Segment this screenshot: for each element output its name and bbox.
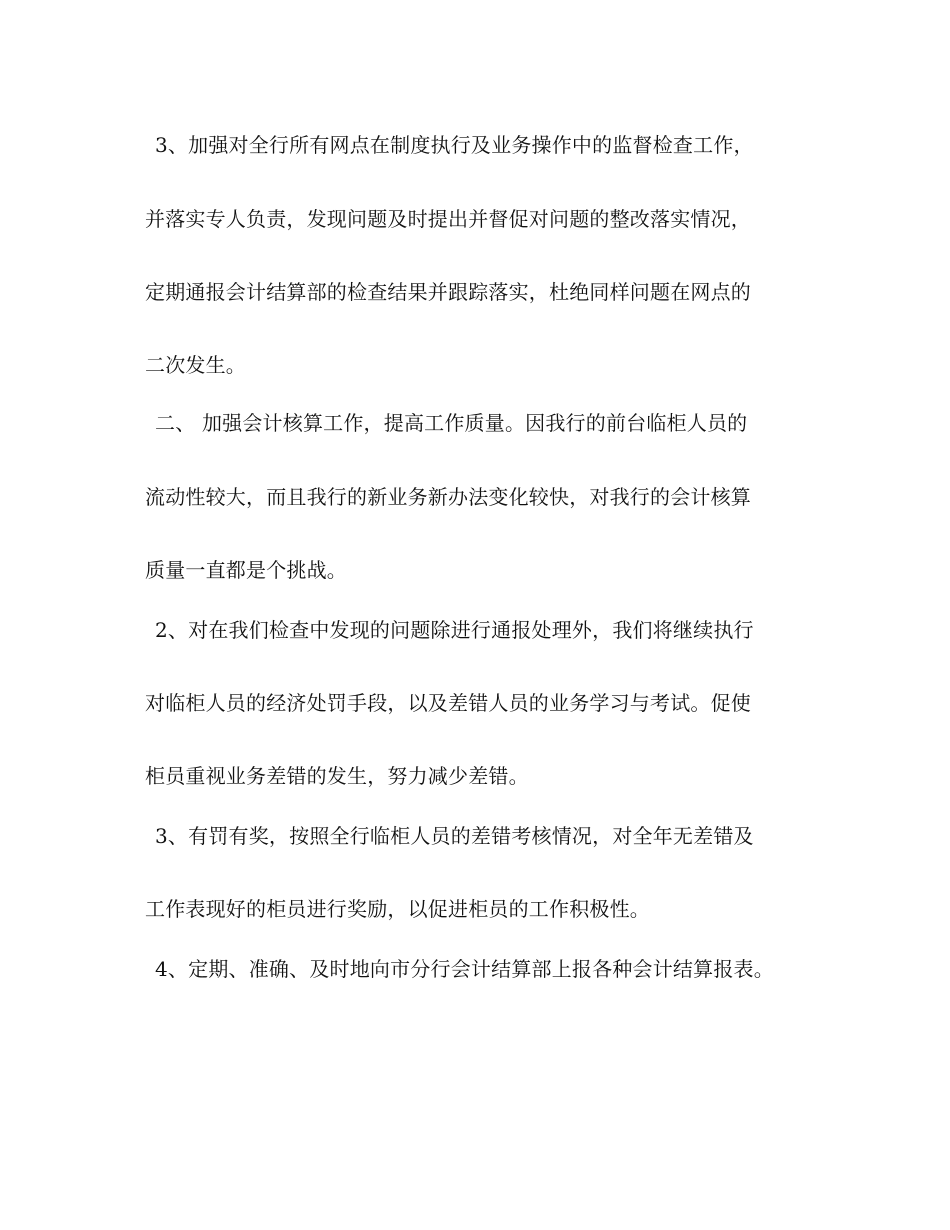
paragraph-line-5: 流动性较大，而且我行的新业务新办法变化较快，对我行的会计核算 xyxy=(145,485,751,509)
paragraph-line-4: 二次发生。 xyxy=(145,353,246,377)
paragraph-line-12: 4、定期、准确、及时地向市分行会计结算部上报各种会计结算报表。 xyxy=(155,957,774,981)
paragraph-line-11: 工作表现好的柜员进行奖励，以促进柜员的工作积极性。 xyxy=(145,897,650,921)
paragraph-line-9: 柜员重视业务差错的发生，努力减少差错。 xyxy=(145,764,529,788)
paragraph-line-6: 质量一直都是个挑战。 xyxy=(145,558,347,582)
paragraph-line-8: 对临柜人员的经济处罚手段，以及差错人员的业务学习与考试。促使 xyxy=(145,691,751,715)
paragraph-line-1: 3、加强对全行所有网点在制度执行及业务操作中的监督检查工作， xyxy=(155,133,754,157)
paragraph-line-2: 并落实专人负责，发现问题及时提出并督促对问题的整改落实情况， xyxy=(145,207,751,231)
paragraph-line-3: 定期通报会计结算部的检查结果并跟踪落实，杜绝同样问题在网点的 xyxy=(145,280,751,304)
paragraph-line-7: 2、对在我们检查中发现的问题除进行通报处理外，我们将继续执行 xyxy=(155,618,754,642)
section-heading-line: 二、 加强会计核算工作，提高工作质量。因我行的前台临柜人员的 xyxy=(155,411,748,435)
paragraph-line-10: 3、有罚有奖，按照全行临柜人员的差错考核情况，对全年无差错及 xyxy=(155,824,754,848)
